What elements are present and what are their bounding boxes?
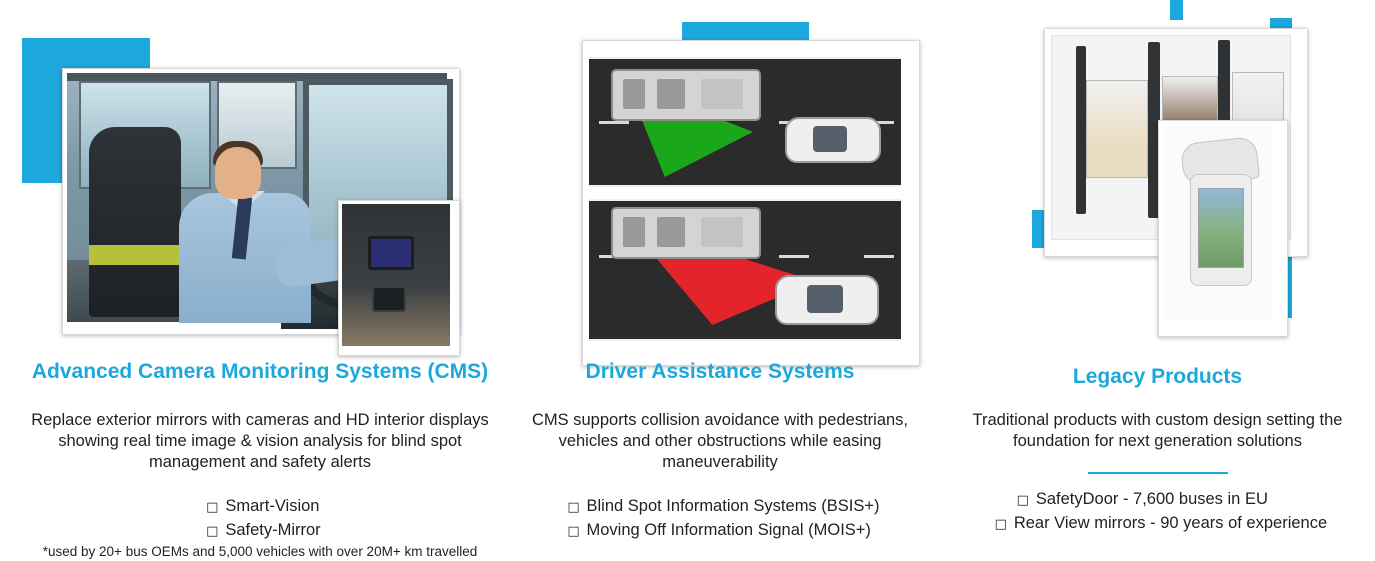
bullet-list-das [500,495,940,543]
list-item [561,495,880,519]
square-bullet-icon: □ [567,524,580,539]
camera-monitor-display-photo [338,200,460,356]
list-item-label: Smart-Vision [225,497,320,515]
section-divider [1088,472,1228,474]
blind-spot-red-zone-diagram [589,199,901,341]
square-bullet-icon: □ [206,524,219,539]
rear-view-mirror-photo [1158,120,1288,337]
list-item [199,519,320,543]
column-legacy-products [940,0,1375,561]
list-item-label: Rear View mirrors - 90 years of experience [1013,514,1328,532]
square-bullet-icon: □ [206,500,219,515]
footnote-cms: *used by 20+ bus OEMs and 5,000 vehicles with over 20M+ km travelled [42,544,478,559]
square-bullet-icon: □ [1016,493,1029,508]
driver-assistance-diagram-photo [582,40,920,366]
column-body-legacy: Traditional products with custom design setting the foundation for next generation solutions [972,411,1343,450]
column-body-das: CMS supports collision avoidance with pedestrians, vehicles and other obstructions while easing maneuverability [531,411,909,471]
list-item [199,495,320,519]
column-heading-das: Driver Assistance Systems [585,360,855,383]
decorative-blue-block [682,22,809,42]
blind-spot-green-zone-diagram [589,57,901,187]
column-cms [0,0,520,561]
decorative-blue-block [1170,0,1183,20]
bullet-list-cms [0,495,520,543]
column-heading-cms: Advanced Camera Monitoring Systems (CMS) [31,360,489,383]
list-item [988,488,1327,512]
column-heading-legacy: Legacy Products [1072,365,1243,388]
list-item-label: SafetyDoor - 7,600 buses in EU [1035,490,1268,508]
list-item [988,512,1327,536]
list-item-label: Safety-Mirror [225,521,321,539]
list-item-label: Moving Off Information Signal (MOIS+) [586,521,871,539]
list-item [561,519,880,543]
square-bullet-icon: □ [994,517,1007,532]
bullet-list-legacy [940,488,1375,536]
list-item-label: Blind Spot Information Systems (BSIS+) [586,497,880,515]
square-bullet-icon: □ [567,500,580,515]
column-driver-assistance [500,0,940,561]
column-body-cms: Replace exterior mirrors with cameras and HD interior displays showing real time image & vision analysis for blind spot management and safety alerts [31,411,489,471]
